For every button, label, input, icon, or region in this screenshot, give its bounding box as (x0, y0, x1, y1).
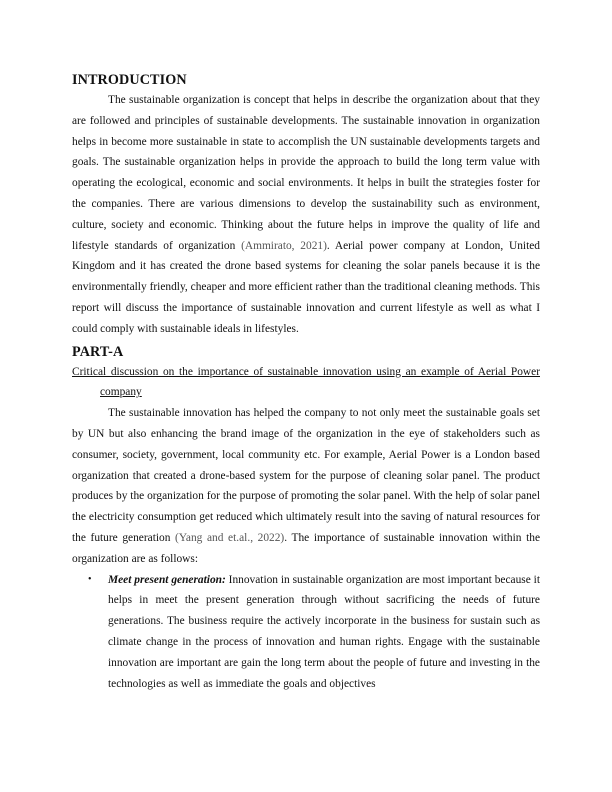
document-page (72, 70, 540, 694)
part-a-text: The sustainable innovation has helped the company to not only meet the sustainable goals set by UN but also enhancing the brand image of the organization in the eye of stakeholders such as consumer, society, government, local community etc. For example, Aerial Power is a London based organization that created a drone-based system for the purpose of cleaning solar panel. The product produces by the organization for the purpose of promoting the solar panel. With the help of solar panel the electricity consumption get reduced which ultimately result into the saving of natural resources for the future generation (72, 407, 540, 544)
part-a-paragraph (72, 403, 540, 569)
list-item (72, 570, 540, 695)
list-item-text: Innovation in sustainable organization are most important because it helps in meet the present generation through without sacrificing the needs of future generations. The business require the actively incorporate in the business for sustain such as climate change in the process of innovation and human rights. Engage with the sustainable innovation are important are gain the long term about the people of future and investing in the technologies as well as immediate the goals and objectives (108, 573, 540, 690)
importance-list (72, 570, 540, 695)
part-a-heading: PART-A (72, 343, 124, 360)
intro-citation: (Ammirato, 2021) (241, 239, 327, 252)
intro-paragraph (72, 90, 540, 340)
part-a-subheading: Critical discussion on the importance of sustainable innovation using an example of Aerial Power company (72, 365, 540, 399)
bullet-icon: • (88, 573, 92, 585)
list-item-lead: Meet present generation: (108, 573, 226, 586)
intro-text-rest: . Aerial power company at London, United Kingdom and it has created the drone based systems for cleaning the solar panels because it is the environmentally friendly, cheaper and more efficient rather than the traditional cleaning methods. This report will discuss the importance of sustainable innovation and current lifestyle as well as what I could comply with sustainable ideals in lifestyles. (72, 239, 540, 335)
part-a-text-rest: . The importance of sustainable innovation within the organization are as follows: (72, 531, 540, 565)
part-a-citation: (Yang and et.al., 2022) (175, 531, 285, 544)
intro-heading: INTRODUCTION (72, 72, 187, 88)
intro-text: The sustainable organization is concept that helps in describe the organization about that they are followed and principles of sustainable developments. The sustainable innovation in organization helps in become more sustainable in state to accomplish the UN sustainable developments targets and goals. The sustainable organization helps in provide the approach to build the long term value with operating the ecological, economic and social environments. It helps in built the strategies foster for the companies. There are various dimensions to develop the sustainability such as environment, culture, society and economic. Thinking about the future helps in improve the quality of life and lifestyle standards of organization (72, 94, 540, 252)
